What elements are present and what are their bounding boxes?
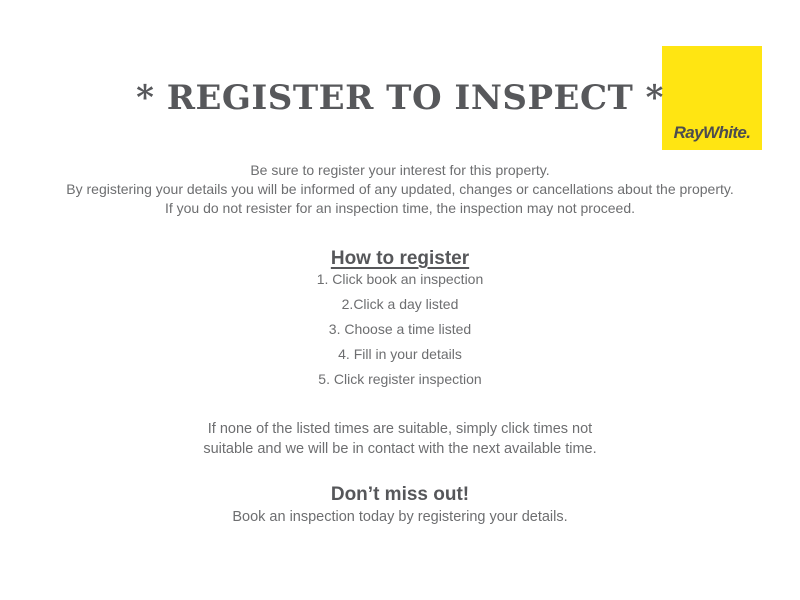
note-line-1: If none of the listed times are suitable, simply click times not xyxy=(207,421,593,437)
note-line-2: suitable and we will be in contact with the next available time. xyxy=(203,441,597,457)
intro-line-1: Be sure to register your interest for this property. xyxy=(250,162,550,178)
intro-line-3: If you do not resister for an inspection time, the inspection may not proceed. xyxy=(164,200,636,216)
step-3: 3. Choose a time listed xyxy=(328,321,472,337)
page-title: * REGISTER TO INSPECT * xyxy=(136,78,664,118)
intro-line-2: By registering your details you will be informed of any updated, changes or cancellations about the property. xyxy=(66,181,734,197)
dont-miss-out-heading: Don’t miss out! xyxy=(330,484,470,505)
intro-paragraph xyxy=(0,161,800,218)
outro-section xyxy=(0,484,800,527)
outro-line: Book an inspection today by registering your details. xyxy=(232,509,568,525)
step-2: 2.Click a day listed xyxy=(341,296,459,312)
raywhite-logo-wordmark: RayWhite. xyxy=(673,123,751,142)
register-steps-list xyxy=(0,272,800,397)
times-not-suitable-note xyxy=(0,419,800,459)
how-to-register-heading: How to register xyxy=(330,248,470,269)
step-5: 5. Click register inspection xyxy=(318,371,482,387)
step-4: 4. Fill in your details xyxy=(338,346,462,362)
step-1: 1. Click book an inspection xyxy=(316,271,484,287)
